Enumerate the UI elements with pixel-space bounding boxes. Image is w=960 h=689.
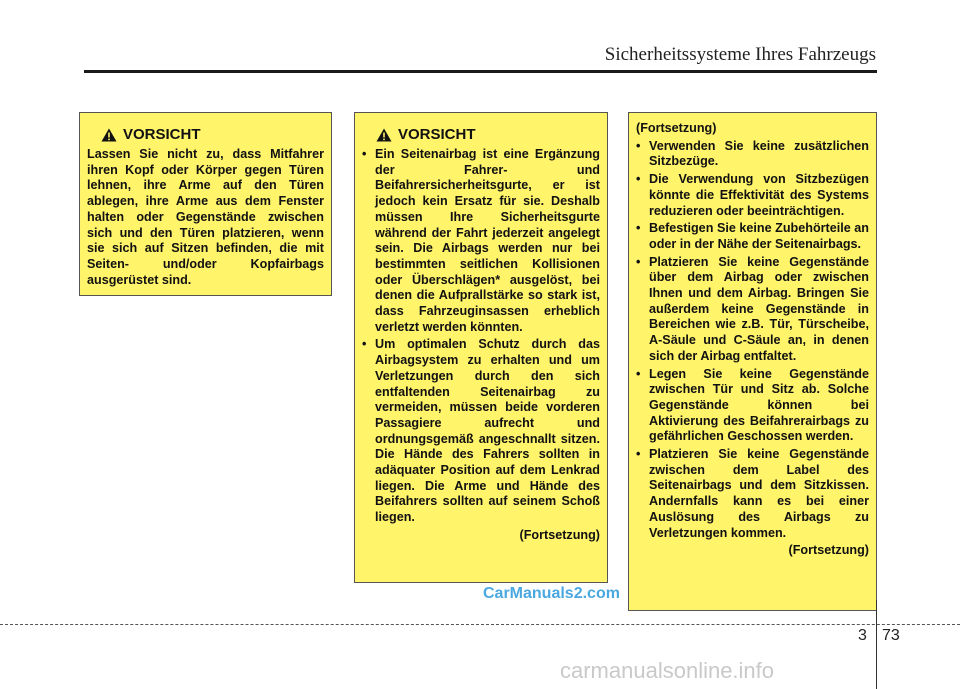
list-item: • Die Verwendung von Sitzbezügen könnte die Effektivität des Systems reduzieren oder beeinträchtigen.: [636, 172, 869, 219]
continued-label: (Fortsetzung): [788, 543, 869, 558]
caution-text: Lassen Sie nicht zu, dass Mitfahrer ihren Kopf oder Körper gegen Türen lehnen, ihre Arme auf den Türen ablegen, ihre Arme aus dem Fenster halten oder Gegenstände zwischen sich und den Türen platzieren, wenn sie sich auf Sitzen befinden, die mit Seiten- und/oder Kopfairbags ausgerüstet sind.: [87, 147, 324, 287]
watermark-link[interactable]: CarManuals2.com: [483, 585, 620, 602]
caution-box-1: [79, 112, 332, 296]
list-item: • Befestigen Sie keine Zubehörteile an oder in der Nähe der Seitenairbags.: [636, 221, 869, 252]
list-item: • Um optimalen Schutz durch das Airbagsystem zu erhalten und um Verletzungen durch den sich entfaltenden Seitenairbag zu vermeiden, müssen beide vorderen Passagiere aufrecht und ordnungsgemäß angeschnallt sitzen. Die Hände des Fahrers sollten in adäquater Position auf dem Lenkrad liegen. Die Arme und Hände des Beifahrers sollten auf seinem Schoß liegen.: [362, 337, 600, 525]
footer-divider: [876, 600, 877, 689]
warning-triangle-icon: [101, 128, 117, 142]
list-item: • Ein Seitenairbag ist eine Ergänzung der Fahrer- und Beifahrersicherheitsgurte, er ist jedoch kein Ersatz für sie. Deshalb müssen Ihre Sicherheitsgurte während der Fahrt jederzeit angelegt sein. Die Airbags werden nur bei bestimmten seitlichen Kollisionen oder Überschlägen* ausgelöst, bei denen die Aufprallstärke so stark ist, dass Fahrzeuginsassen erheblich verletzt werden könnten.: [362, 147, 600, 335]
list-item: • Platzieren Sie keine Gegenstände zwischen dem Label des Seitenairbags und dem Sitzkissen. Andernfalls kann es bei einer Auslösung des Airbags zu Verletzungen kommen.: [636, 447, 869, 541]
chapter-number: 3: [858, 627, 867, 644]
site-watermark: carmanualsonline.info: [560, 658, 775, 683]
list-item: • Platzieren Sie keine Gegenstände über dem Airbag oder zwischen Ihnen und dem Airbag. Bringen Sie außerdem keine Gegenstände in Bereichen wie z.B. Tür, Türscheibe, A-Säule und C-Säule an, in denen sich der Airbag entfaltet.: [636, 255, 869, 365]
list-item: • Legen Sie keine Gegenstände zwischen Tür und Sitz ab. Solche Gegenstände können bei Aktivierung des Beifahrerairbags zu gefährlichen Geschossen werden.: [636, 367, 869, 446]
header-rule: [84, 70, 877, 73]
caution-heading: [101, 126, 324, 144]
caution-list: [636, 139, 869, 542]
caution-box-3: [628, 112, 877, 611]
caution-heading-label: VORSICHT: [398, 126, 476, 143]
continued-top-label: (Fortsetzung): [636, 121, 717, 135]
page-number: 73: [882, 627, 900, 644]
caution-list: [362, 147, 600, 526]
page-header-title: Sicherheitssysteme Ihres Fahrzeugs: [604, 44, 876, 65]
caution-heading: [376, 126, 600, 144]
continued-label: (Fortsetzung): [519, 527, 600, 542]
warning-triangle-icon: [376, 128, 392, 142]
footer-rule: [0, 624, 960, 625]
list-item: • Verwenden Sie keine zusätzlichen Sitzbezüge.: [636, 139, 869, 170]
caution-box-2: [354, 112, 608, 583]
caution-heading-label: VORSICHT: [123, 126, 201, 143]
